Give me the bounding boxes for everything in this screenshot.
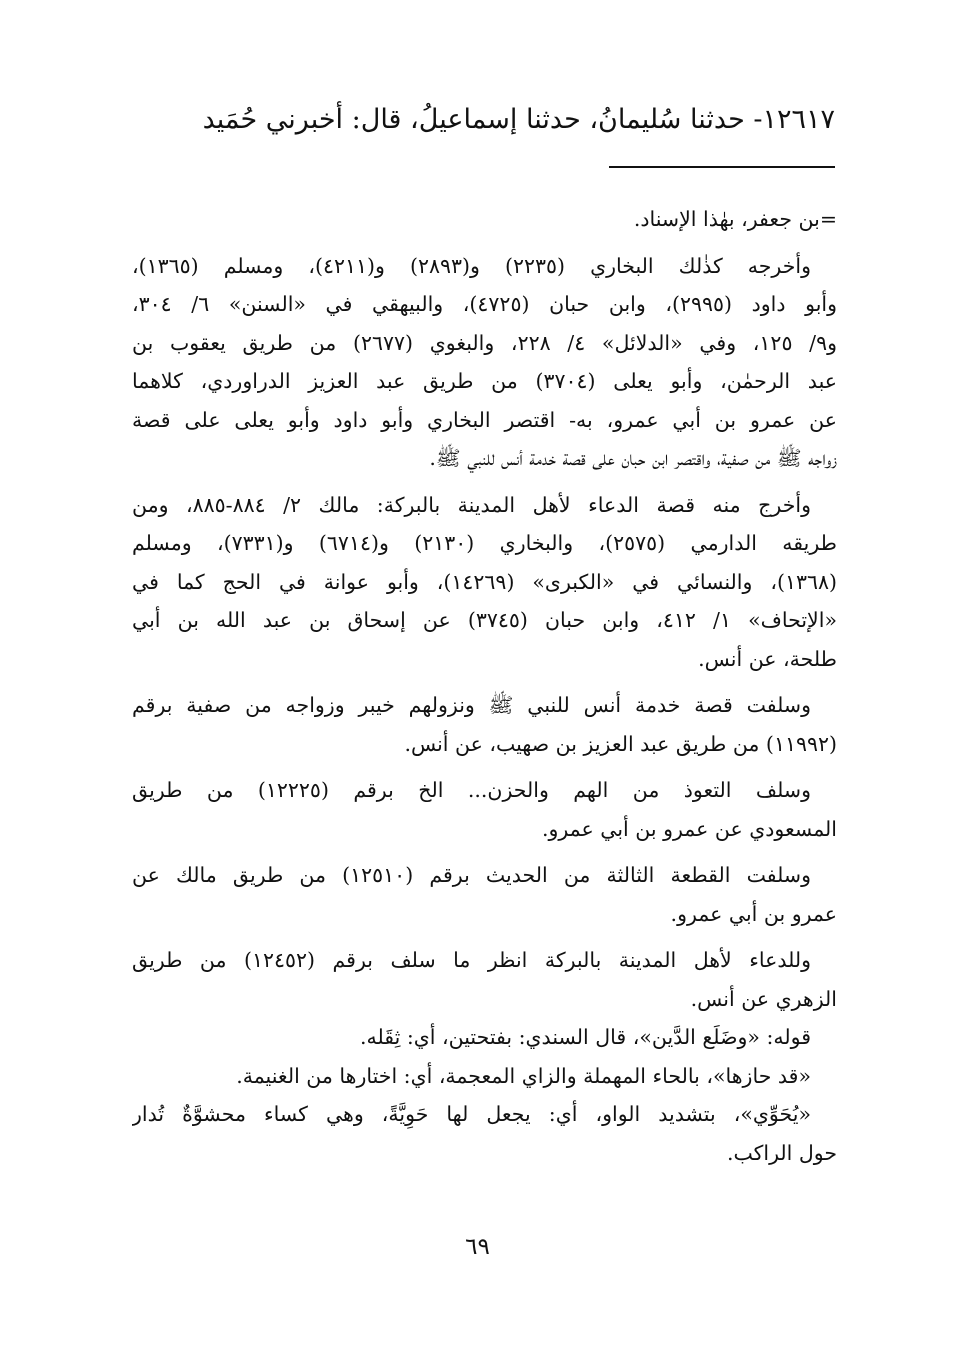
footnote-line: حول الراكب. bbox=[726, 1140, 837, 1165]
footnote-line: وسلف التعوذ من الهم والحزن... الخ برقم (١٢٢٢٥) من طريق bbox=[132, 778, 811, 802]
footnote-separator bbox=[609, 166, 835, 168]
footnote-line: وأبو داود (٢٩٩٥)، وابن حبان (٤٧٢٥)، والبيهقي في «السنن» ٦/ ٣٠٤، bbox=[132, 292, 837, 316]
footnote-line: عن عمرو بن أبي عمرو، به- اقتصر البخاري وأبو داود وأبو يعلى على قصة bbox=[132, 407, 837, 432]
hadith-heading: ١٢٦١٧- حدثنا سُليمانُ، حدثنا إسماعيلُ، قال: أخبرني حُمَيد bbox=[202, 104, 835, 135]
footnote-line: قوله: «وضَلَع الدَّين»، قال السندي: بفتحتين، أي: ثِقَله. bbox=[359, 1025, 811, 1049]
footnote-paragraph bbox=[132, 1095, 837, 1172]
footnote-line: المسعودي عن عمرو بن أبي عمرو. bbox=[541, 816, 837, 841]
page-number: ٦٩ bbox=[465, 1234, 490, 1260]
footnote-line: (١٣٦٨)، والنسائي في «الكبرى» (١٤٢٦٩)، وأبو عوانة في الحج كما في bbox=[132, 569, 837, 594]
footnote-line: طريقه الدارمي (٢٥٧٥)، والبخاري (٢١٣٠) و(٦٧١٤) و(٧٣٣١)، ومسلم bbox=[132, 531, 837, 555]
footnote-paragraph bbox=[132, 200, 837, 239]
footnote-line: وسلفت القطعة الثالثة من الحديث برقم (١٢٥١٠) من طريق مالك عن bbox=[132, 863, 811, 887]
paragraph-gap bbox=[132, 848, 837, 856]
footnote-line: «قد حازها»، بالحاء المهملة والزاي المعجمة، أي: اختارها من الغنيمة. bbox=[236, 1063, 811, 1088]
footnote-paragraph bbox=[132, 1057, 837, 1096]
footnote-line: وللدعاء لأهل المدينة بالبركة انظر ما سلف برقم (١٢٤٥٢) من طريق bbox=[132, 948, 812, 972]
paragraph-gap bbox=[132, 933, 837, 941]
footnote-paragraph bbox=[132, 1018, 837, 1057]
footnote-line: الزهري عن أنس. bbox=[690, 986, 837, 1011]
footnote-line: وأخرج منه قصة الدعاء لأهل المدينة بالبركة: مالك ٢/ ٨٨٤-٨٨٥، ومن bbox=[132, 492, 811, 517]
footnote-paragraph bbox=[132, 771, 837, 848]
footnotes bbox=[132, 200, 837, 1172]
footnote-line: زواجه ﷺ من صفية، واقتصر ابن حبان على قصة خدمة أنس للنبي ﷺ. bbox=[429, 446, 837, 470]
paragraph-gap bbox=[132, 239, 837, 247]
footnote-line: و٩/ ١٢٥، وفي «الدلائل» ٤/ ٢٢٨، والبغوي (٢٦٧٧) من طريق يعقوب بن bbox=[132, 330, 837, 355]
footnote-paragraph bbox=[132, 856, 837, 933]
paragraph-gap bbox=[132, 763, 837, 771]
footnote-line: وسلفت قصة خدمة أنس للنبي ﷺ ونزولهم خيبر وزواجه من صفية برقم bbox=[132, 693, 811, 717]
footnote-line: عمرو بن أبي عمرو. bbox=[670, 901, 837, 926]
footnote-paragraph bbox=[132, 941, 837, 1018]
footnote-line: عبد الرحمٰن، وأبو يعلى (٣٧٠٤) من طريق عبد العزيز الدراوردي، كلاهما bbox=[132, 369, 837, 393]
footnote-paragraph bbox=[132, 686, 837, 763]
footnote-line: «يُحَوِّي»، بتشديد الواو، أي: يجعل لها حَوِيَّةً، وهي كساء محشوَّةٌ تُدار bbox=[132, 1102, 811, 1126]
footnote-line: طلحة، عن أنس. bbox=[698, 646, 837, 671]
footnote-paragraph bbox=[132, 247, 837, 478]
paragraph-gap bbox=[132, 478, 837, 486]
footnote-line: (١١٩٩٢) من طريق عبد العزيز بن صهيب، عن أنس. bbox=[404, 731, 837, 756]
footnote-line: وأخرجه كذٰلك البخاري (٢٢٣٥) و(٢٨٩٣) و(٤٢١١)، ومسلم (١٣٦٥)، bbox=[132, 253, 812, 278]
footnote-line: «الإتحاف» ١/ ٤١٢، وابن حبان (٣٧٤٥) عن إسحاق بن عبد الله بن أبي bbox=[132, 608, 837, 632]
footnote-paragraph bbox=[132, 486, 837, 679]
footnote-line: =بن جعفر، بهٰذا الإسناد. bbox=[633, 207, 837, 231]
paragraph-gap bbox=[132, 678, 837, 686]
